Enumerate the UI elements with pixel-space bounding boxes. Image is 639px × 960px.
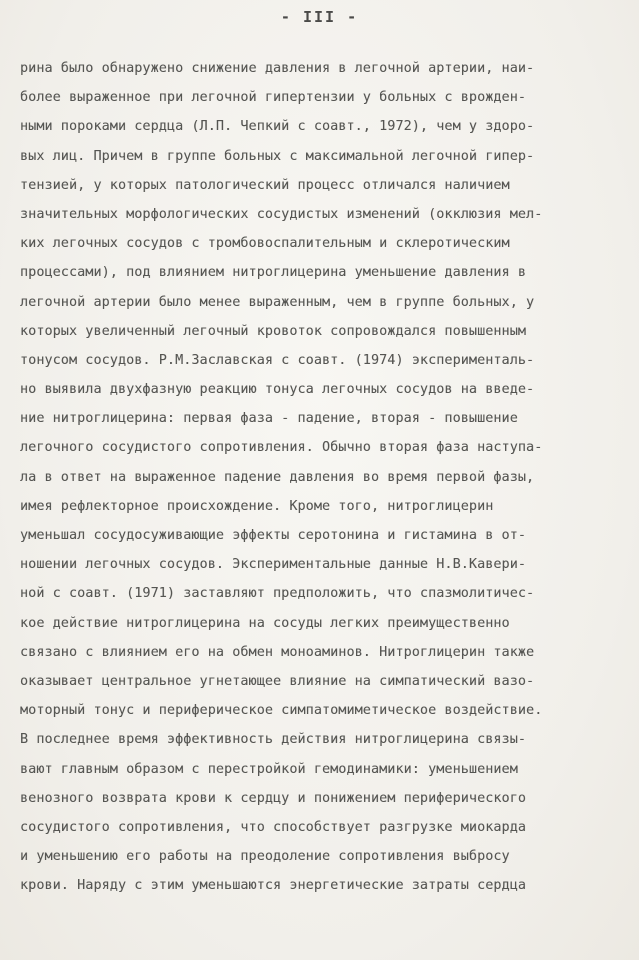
text-line: значительных морфологических сосудистых изменений (окклюзия мел- xyxy=(20,206,543,222)
text-line: крови. Наряду с этим уменьшаются энергетические затраты сердца xyxy=(20,878,527,894)
text-line: тензией, у которых патологический процесс отличался наличием xyxy=(20,177,510,193)
text-line: моторный тонус и периферическое симпатомиметическое воздействие. xyxy=(20,703,543,719)
text-line: сосудистого сопротивления, что способствует разгрузке миокарда xyxy=(20,819,527,835)
text-line: процессами), под влиянием нитроглицерина уменьшение давления в xyxy=(20,265,527,281)
text-line: В последнее время эффективность действия нитроглицерина связы- xyxy=(20,732,527,748)
text-line: тонусом сосудов. Р.М.Заславская с соавт. (1974) эксперименталь- xyxy=(20,352,535,368)
text-line: но выявила двухфазную реакцию тонуса легочных сосудов на введе- xyxy=(20,382,535,398)
page-number: - III - xyxy=(280,8,359,26)
text-line: и уменьшению его работы на преодоление сопротивления выбросу xyxy=(20,849,510,865)
text-line: связано с влиянием его на обмен моноаминов. Нитроглицерин также xyxy=(20,644,535,660)
text-line: имея рефлекторное происхождение. Кроме того, нитроглицерин xyxy=(20,498,494,514)
text-line: которых увеличенный легочный кровоток сопровождался повышенным xyxy=(20,323,527,339)
text-line: легочного сосудистого сопротивления. Обычно вторая фаза наступа- xyxy=(20,440,543,456)
text-line: ношении легочных сосудов. Экспериментальные данные Н.В.Кавери- xyxy=(20,557,527,573)
body-text xyxy=(20,54,620,900)
text-line: оказывает центральное угнетающее влияние на симпатический вазо- xyxy=(20,673,535,689)
text-line: уменьшал сосудосуживающие эффекты серотонина и гистамина в от- xyxy=(20,528,527,543)
text-line: вых лиц. Причем в группе больных с максимальной легочной гипер- xyxy=(20,148,535,164)
text-line: ких легочных сосудов с тромбовоспалительным и склеротическим xyxy=(20,236,510,252)
text-line: ние нитроглицерина: первая фаза - падение, вторая - повышение xyxy=(20,411,518,427)
text-line: легочной артерии было менее выраженным, чем в группе больных, у xyxy=(20,294,535,310)
text-line: рина было обнаружено снижение давления в легочной артерии, наи- xyxy=(20,61,535,76)
text-line: ной с соавт. (1971) заставляют предположить, что спазмолитичес- xyxy=(20,586,535,602)
text-line: более выраженное при легочной гипертензии у больных с врожден- xyxy=(20,90,527,106)
text-line: ными пороками сердца (Л.П. Чепкий с соавт., 1972), чем у здоро- xyxy=(20,119,535,135)
text-line: ла в ответ на выраженное падение давления во время первой фазы, xyxy=(20,469,535,485)
text-line: кое действие нитроглицерина на сосуды легких преимущественно xyxy=(20,615,510,631)
text-line: вают главным образом с перестройкой гемодинамики: уменьшением xyxy=(20,761,518,777)
text-line: венозного возврата крови к сердцу и понижением периферического xyxy=(20,790,527,806)
